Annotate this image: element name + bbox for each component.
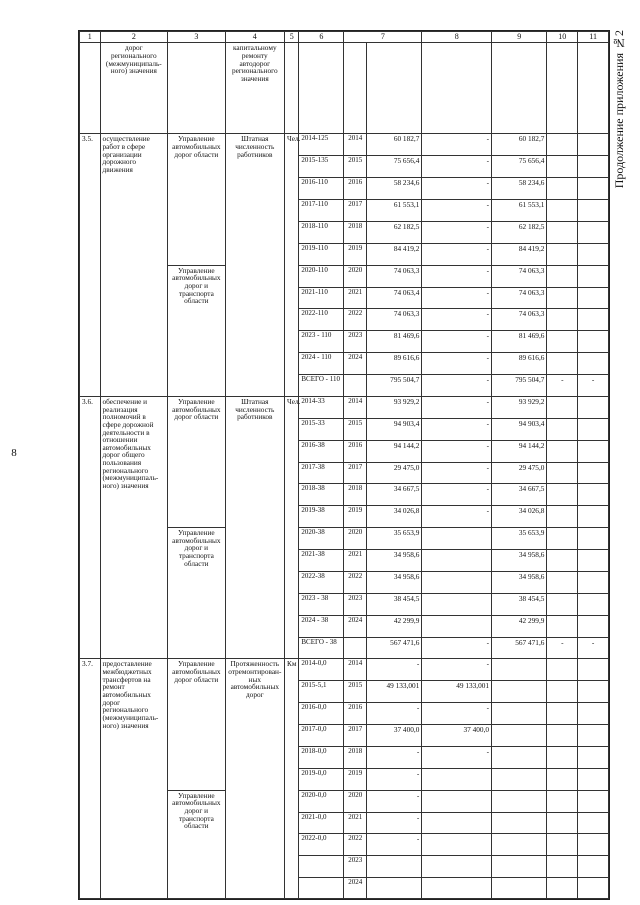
regional-cost-cell: 795 504,7 <box>492 375 547 397</box>
col10-cell <box>547 200 578 222</box>
federal-cost-cell: - <box>422 331 492 353</box>
regional-cost-cell <box>492 703 547 725</box>
col11-cell <box>578 571 609 593</box>
regional-cost-cell: 94 144,2 <box>492 440 547 462</box>
regional-cost-cell: 34 667,5 <box>492 484 547 506</box>
base-value-cell: ВСЕГО - 110 <box>299 375 344 397</box>
regional-cost-cell <box>492 812 547 834</box>
base-value-cell: 2019-0,0 <box>299 768 344 790</box>
total-cost-cell: 60 182,7 <box>367 134 422 156</box>
indicator-cell: Штатная численность работников <box>225 134 284 397</box>
year-cell: 2018 <box>344 484 367 506</box>
col10-cell <box>547 812 578 834</box>
col10-cell <box>547 484 578 506</box>
col11-cell <box>578 506 609 528</box>
total-cost-cell: 93 929,2 <box>367 396 422 418</box>
col10-cell: - <box>547 375 578 397</box>
federal-cost-cell: - <box>422 703 492 725</box>
total-cost-cell: 795 504,7 <box>367 375 422 397</box>
regional-cost-cell: 60 182,7 <box>492 134 547 156</box>
column-header: 11 <box>578 32 609 43</box>
base-value-cell: 2020-38 <box>299 528 344 550</box>
regional-cost-cell: 58 234,6 <box>492 178 547 200</box>
year-cell: 2014 <box>344 659 367 681</box>
col10-cell <box>547 550 578 572</box>
federal-cost-cell <box>422 790 492 812</box>
federal-cost-cell: - <box>422 462 492 484</box>
regional-cost-cell: 81 469,6 <box>492 331 547 353</box>
col11-cell <box>578 484 609 506</box>
col10-cell <box>547 528 578 550</box>
executor-cell: Управление автомобильных дорог области <box>168 659 225 790</box>
col10-cell <box>547 856 578 877</box>
col10-cell <box>547 593 578 615</box>
regional-cost-cell <box>492 856 547 877</box>
indicator-cell: Штатная численность работников <box>225 396 284 659</box>
executor-cell: Управление автомобильных дорог и транспорта области <box>168 790 225 898</box>
regional-cost-cell: 567 471,6 <box>492 637 547 659</box>
program-table <box>78 30 610 900</box>
base-value-cell: 2018-110 <box>299 221 344 243</box>
col11-cell <box>578 681 609 703</box>
total-cost-cell: 81 469,6 <box>367 331 422 353</box>
regional-cost-cell <box>492 834 547 856</box>
base-value-cell: 2017-0,0 <box>299 725 344 747</box>
column-header: 9 <box>492 32 547 43</box>
year-cell: 2023 <box>344 331 367 353</box>
continuation-row <box>80 43 609 134</box>
base-value-cell: 2015-5,1 <box>299 681 344 703</box>
regional-cost-cell: 42 299,9 <box>492 615 547 637</box>
regional-cost-cell <box>492 790 547 812</box>
total-cost-cell: - <box>367 659 422 681</box>
base-value-cell <box>299 856 344 877</box>
total-cost-cell: 34 667,5 <box>367 484 422 506</box>
regional-cost-cell <box>492 659 547 681</box>
year-cell: 2014 <box>344 396 367 418</box>
continuation-name: дорог регионального (межмуниципаль-ного) значения <box>100 43 168 134</box>
federal-cost-cell: - <box>422 221 492 243</box>
col10-cell <box>547 681 578 703</box>
total-cost-cell: 74 063,3 <box>367 265 422 287</box>
executor-cell: Управление автомобильных дорог области <box>168 396 225 527</box>
base-value-cell: 2022-38 <box>299 571 344 593</box>
federal-cost-cell: - <box>422 134 492 156</box>
year-cell: 2021 <box>344 812 367 834</box>
federal-cost-cell: - <box>422 156 492 178</box>
col10-cell <box>547 615 578 637</box>
federal-cost-cell <box>422 834 492 856</box>
federal-cost-cell: - <box>422 506 492 528</box>
col10-cell: - <box>547 637 578 659</box>
federal-cost-cell <box>422 550 492 572</box>
base-value-cell: 2017-38 <box>299 462 344 484</box>
year-cell: 2021 <box>344 550 367 572</box>
year-cell: 2015 <box>344 681 367 703</box>
col11-cell <box>578 746 609 768</box>
year-cell: 2016 <box>344 703 367 725</box>
col10-cell <box>547 178 578 200</box>
col11-cell <box>578 659 609 681</box>
federal-cost-cell: - <box>422 637 492 659</box>
regional-cost-cell: 84 419,2 <box>492 243 547 265</box>
col10-cell <box>547 440 578 462</box>
table-row <box>80 659 609 681</box>
table-row <box>80 396 609 418</box>
base-value-cell: 2020-0,0 <box>299 790 344 812</box>
year-cell: 2021 <box>344 287 367 309</box>
total-cost-cell: 567 471,6 <box>367 637 422 659</box>
federal-cost-cell: - <box>422 396 492 418</box>
year-cell: 2018 <box>344 221 367 243</box>
continuation-indicator: капитальному ремонту автодорог регионального значения <box>225 43 284 134</box>
federal-cost-cell <box>422 593 492 615</box>
federal-cost-cell: - <box>422 265 492 287</box>
year-cell: 2023 <box>344 856 367 877</box>
total-cost-cell: 34 958,6 <box>367 550 422 572</box>
base-value-cell: 2016-38 <box>299 440 344 462</box>
col11-cell <box>578 418 609 440</box>
col10-cell <box>547 506 578 528</box>
federal-cost-cell <box>422 768 492 790</box>
regional-cost-cell: 29 475,0 <box>492 462 547 484</box>
column-header: 4 <box>225 32 284 43</box>
regional-cost-cell: 38 454,5 <box>492 593 547 615</box>
total-cost-cell: 75 656,4 <box>367 156 422 178</box>
base-value-cell: 2017-110 <box>299 200 344 222</box>
col10-cell <box>547 768 578 790</box>
regional-cost-cell: 35 653,9 <box>492 528 547 550</box>
federal-cost-cell <box>422 615 492 637</box>
col10-cell <box>547 309 578 331</box>
federal-cost-cell <box>422 856 492 877</box>
col11-cell <box>578 812 609 834</box>
year-cell <box>344 637 367 659</box>
regional-cost-cell: 61 553,1 <box>492 200 547 222</box>
federal-cost-cell <box>422 877 492 899</box>
year-cell: 2019 <box>344 243 367 265</box>
base-value-cell: 2024 - 110 <box>299 353 344 375</box>
federal-cost-cell: - <box>422 418 492 440</box>
base-value-cell <box>299 877 344 899</box>
year-cell: 2024 <box>344 877 367 899</box>
regional-cost-cell <box>492 681 547 703</box>
year-cell: 2023 <box>344 593 367 615</box>
col11-cell <box>578 703 609 725</box>
regional-cost-cell <box>492 877 547 899</box>
base-value-cell: 2021-38 <box>299 550 344 572</box>
col10-cell <box>547 221 578 243</box>
regional-cost-cell: 62 182,5 <box>492 221 547 243</box>
col10-cell <box>547 571 578 593</box>
regional-cost-cell <box>492 746 547 768</box>
year-cell: 2017 <box>344 462 367 484</box>
base-value-cell: ВСЕГО - 38 <box>299 637 344 659</box>
base-value-cell: 2023 - 110 <box>299 331 344 353</box>
total-cost-cell: 34 958,6 <box>367 571 422 593</box>
col11-cell <box>578 834 609 856</box>
base-value-cell: 2018-38 <box>299 484 344 506</box>
total-cost-cell: - <box>367 812 422 834</box>
column-header: 5 <box>285 32 299 43</box>
section-number: 3.7. <box>80 659 101 899</box>
col10-cell <box>547 134 578 156</box>
year-cell: 2017 <box>344 200 367 222</box>
year-cell: 2020 <box>344 528 367 550</box>
col11-cell <box>578 396 609 418</box>
column-header: 1 <box>80 32 101 43</box>
col10-cell <box>547 353 578 375</box>
regional-cost-cell: 74 063,3 <box>492 309 547 331</box>
unit-cell: Чел. <box>285 396 299 659</box>
col11-cell <box>578 593 609 615</box>
base-value-cell: 2014-125 <box>299 134 344 156</box>
col11-cell <box>578 790 609 812</box>
total-cost-cell: - <box>367 746 422 768</box>
year-cell: 2017 <box>344 725 367 747</box>
regional-cost-cell: 94 903,4 <box>492 418 547 440</box>
col11-cell <box>578 877 609 899</box>
base-value-cell: 2016-0,0 <box>299 703 344 725</box>
appendix-continuation-note: Продолжение приложения №2 <box>612 30 626 189</box>
col10-cell <box>547 790 578 812</box>
federal-cost-cell: 49 133,001 <box>422 681 492 703</box>
base-value-cell: 2014-0,0 <box>299 659 344 681</box>
regional-cost-cell: 34 026,8 <box>492 506 547 528</box>
year-cell: 2018 <box>344 746 367 768</box>
total-cost-cell: 29 475,0 <box>367 462 422 484</box>
col10-cell <box>547 331 578 353</box>
base-value-cell: 2015-33 <box>299 418 344 440</box>
base-value-cell: 2018-0,0 <box>299 746 344 768</box>
col10-cell <box>547 746 578 768</box>
regional-cost-cell <box>492 725 547 747</box>
col11-cell <box>578 462 609 484</box>
year-cell <box>344 375 367 397</box>
total-cost-cell <box>367 877 422 899</box>
year-cell: 2015 <box>344 156 367 178</box>
federal-cost-cell: - <box>422 200 492 222</box>
total-cost-cell: 62 182,5 <box>367 221 422 243</box>
regional-cost-cell <box>492 768 547 790</box>
base-value-cell: 2014-33 <box>299 396 344 418</box>
executor-cell: Управление автомобильных дорог и транспорта области <box>168 528 225 659</box>
col11-cell: - <box>578 375 609 397</box>
regional-cost-cell: 74 063,3 <box>492 265 547 287</box>
federal-cost-cell: - <box>422 375 492 397</box>
col11-cell <box>578 221 609 243</box>
col11-cell <box>578 287 609 309</box>
total-cost-cell: 61 553,1 <box>367 200 422 222</box>
base-value-cell: 2024 - 38 <box>299 615 344 637</box>
col11-cell <box>578 440 609 462</box>
year-cell: 2014 <box>344 134 367 156</box>
unit-cell: Км <box>285 659 299 899</box>
federal-cost-cell: - <box>422 178 492 200</box>
col11-cell <box>578 200 609 222</box>
col10-cell <box>547 834 578 856</box>
regional-cost-cell: 34 958,6 <box>492 571 547 593</box>
total-cost-cell: 42 299,9 <box>367 615 422 637</box>
col11-cell <box>578 615 609 637</box>
col11-cell <box>578 134 609 156</box>
federal-cost-cell <box>422 812 492 834</box>
col11-cell <box>578 528 609 550</box>
total-cost-cell: 94 903,4 <box>367 418 422 440</box>
total-cost-cell: 38 454,5 <box>367 593 422 615</box>
federal-cost-cell: - <box>422 287 492 309</box>
total-cost-cell: 37 400,0 <box>367 725 422 747</box>
total-cost-cell: - <box>367 768 422 790</box>
column-number-row <box>80 32 609 43</box>
year-cell: 2024 <box>344 353 367 375</box>
federal-cost-cell <box>422 571 492 593</box>
col11-cell <box>578 353 609 375</box>
column-header: 6 <box>299 32 344 43</box>
col10-cell <box>547 703 578 725</box>
total-cost-cell <box>367 856 422 877</box>
section-number: 3.5. <box>80 134 101 397</box>
col11-cell <box>578 309 609 331</box>
total-cost-cell: 49 133,001 <box>367 681 422 703</box>
base-value-cell: 2021-0,0 <box>299 812 344 834</box>
year-cell: 2024 <box>344 615 367 637</box>
page-number: 8 <box>11 447 17 459</box>
col11-cell <box>578 265 609 287</box>
year-cell: 2022 <box>344 834 367 856</box>
total-cost-cell: 84 419,2 <box>367 243 422 265</box>
base-value-cell: 2015-135 <box>299 156 344 178</box>
column-header: 2 <box>100 32 168 43</box>
col11-cell <box>578 243 609 265</box>
base-value-cell: 2022-0,0 <box>299 834 344 856</box>
base-value-cell: 2023 - 38 <box>299 593 344 615</box>
base-value-cell: 2021-110 <box>299 287 344 309</box>
year-cell: 2019 <box>344 768 367 790</box>
federal-cost-cell <box>422 528 492 550</box>
year-cell: 2015 <box>344 418 367 440</box>
regional-cost-cell: 89 616,6 <box>492 353 547 375</box>
col10-cell <box>547 265 578 287</box>
total-cost-cell: - <box>367 834 422 856</box>
federal-cost-cell: - <box>422 484 492 506</box>
total-cost-cell: - <box>367 703 422 725</box>
total-cost-cell: 89 616,6 <box>367 353 422 375</box>
col11-cell <box>578 725 609 747</box>
col10-cell <box>547 725 578 747</box>
executor-cell: Управление автомобильных дорог области <box>168 134 225 265</box>
base-value-cell: 2019-38 <box>299 506 344 528</box>
col10-cell <box>547 462 578 484</box>
executor-cell: Управление автомобильных дорог и транспорта области <box>168 265 225 396</box>
column-header: 8 <box>422 32 492 43</box>
base-value-cell: 2016-110 <box>299 178 344 200</box>
column-header: 7 <box>344 32 422 43</box>
regional-cost-cell: 34 958,6 <box>492 550 547 572</box>
col11-cell <box>578 856 609 877</box>
federal-cost-cell: - <box>422 353 492 375</box>
unit-cell: Чел. <box>285 134 299 397</box>
year-cell: 2016 <box>344 178 367 200</box>
federal-cost-cell: 37 400,0 <box>422 725 492 747</box>
col11-cell <box>578 331 609 353</box>
total-cost-cell: 74 063,4 <box>367 287 422 309</box>
col10-cell <box>547 243 578 265</box>
total-cost-cell: 74 063,3 <box>367 309 422 331</box>
section-name: предоставление межбюджетных трансфертов на ремонт автомобильных дорог регионального (межмуниципаль-ного) значения <box>100 659 168 899</box>
col10-cell <box>547 659 578 681</box>
col11-cell <box>578 550 609 572</box>
indicator-cell: Протяженность отремонтирован-ных автомобильных дорог <box>225 659 284 899</box>
col11-cell <box>578 156 609 178</box>
table-row <box>80 134 609 156</box>
regional-cost-cell: 75 656,4 <box>492 156 547 178</box>
col10-cell <box>547 418 578 440</box>
col10-cell <box>547 877 578 899</box>
federal-cost-cell: - <box>422 659 492 681</box>
column-header: 3 <box>168 32 225 43</box>
column-header: 10 <box>547 32 578 43</box>
col11-cell <box>578 178 609 200</box>
federal-cost-cell: - <box>422 746 492 768</box>
year-cell: 2019 <box>344 506 367 528</box>
section-number: 3.6. <box>80 396 101 659</box>
total-cost-cell: 58 234,6 <box>367 178 422 200</box>
base-value-cell: 2020-110 <box>299 265 344 287</box>
base-value-cell: 2022-110 <box>299 309 344 331</box>
col11-cell: - <box>578 637 609 659</box>
year-cell: 2022 <box>344 571 367 593</box>
col10-cell <box>547 156 578 178</box>
col10-cell <box>547 287 578 309</box>
section-name: осуществление работ в сфере организации дорожного движения <box>100 134 168 397</box>
total-cost-cell: 35 653,9 <box>367 528 422 550</box>
regional-cost-cell: 93 929,2 <box>492 396 547 418</box>
col10-cell <box>547 396 578 418</box>
total-cost-cell: - <box>367 790 422 812</box>
year-cell: 2020 <box>344 265 367 287</box>
col11-cell <box>578 768 609 790</box>
total-cost-cell: 34 026,8 <box>367 506 422 528</box>
year-cell: 2016 <box>344 440 367 462</box>
year-cell: 2020 <box>344 790 367 812</box>
federal-cost-cell: - <box>422 440 492 462</box>
federal-cost-cell: - <box>422 243 492 265</box>
total-cost-cell: 94 144,2 <box>367 440 422 462</box>
federal-cost-cell: - <box>422 309 492 331</box>
regional-cost-cell: 74 063,3 <box>492 287 547 309</box>
section-name: обеспечение и реализация полномочий в сфере дорожной деятельности в отношении автомобильных дорог общего пользования регионального (межмуниципаль-ного) значения <box>100 396 168 659</box>
year-cell: 2022 <box>344 309 367 331</box>
base-value-cell: 2019-110 <box>299 243 344 265</box>
